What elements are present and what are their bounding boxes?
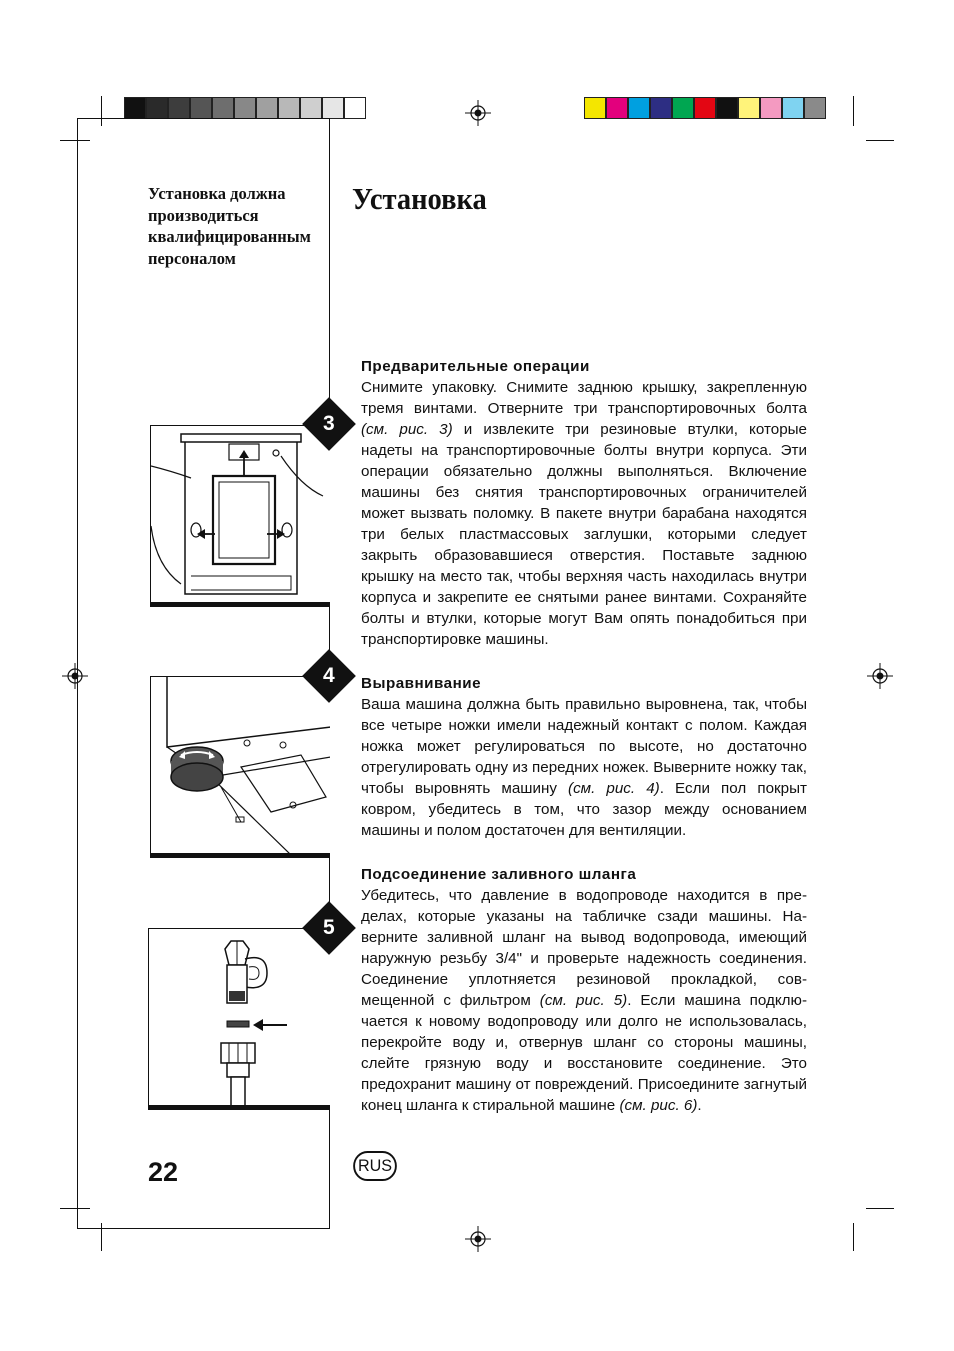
section-body: Убедитесь, что давление в водопроводе находится в пределах, которые указаны на табличке сзади машины. Наверните заливной шланг на вывод водопровода, имеющий наружную резьбу 3/4" и проверьте надежность соединения. Соединение уплотняется резиновой прокладкой, совмещенной с фильтром (см. рис. 5). Если машина подключается к новому водопроводу или долго не использовалась, перекройте воду и, отвернув шланг со стороны машины, слейте грязную воду и восстановите соединение. Это предохранит машину от повреждений. Присоедините загнутый конец шланга к стиральной машине (см. рис. 6). xyxy=(361,887,807,1114)
section-leveling xyxy=(361,673,807,841)
color-swatch xyxy=(672,97,694,119)
color-swatch xyxy=(760,97,782,119)
page-edge-line xyxy=(77,118,78,1228)
color-swatch xyxy=(584,97,606,119)
crop-mark xyxy=(853,96,854,126)
figure-number-badge: 5 xyxy=(302,901,356,955)
section-preliminary xyxy=(361,356,807,650)
page-edge-line xyxy=(77,118,330,119)
registration-mark-icon xyxy=(465,100,491,126)
crop-mark xyxy=(866,1208,894,1209)
color-swatch xyxy=(168,97,190,119)
color-swatch xyxy=(716,97,738,119)
section-body: Снимите упаковку. Снимите заднюю крышку, закрепленную тремя винтами. Отверните три транспортировочных болта (см. рис. 3) и извлеките три резиновые втулки, которые надеты на транспортировочные болты внутри корпуса. Эти операции обязательно должны выполняться. Включение машины без снятия транспортировочных ограничителей может вызвать поломку. В пакете внутри барабана находятся три белых пластмассовых заглушки, которыми следует закрыть образовавшиеся отверстия. Поставьте заднюю крышку на место так, чтобы верхняя часть находилась внутри корпуса и закрепите ее снятыми ранее винтами. Сохраняйте болты и втулки, которые могут Вам опять понадобиться при транспортировке машины. xyxy=(361,379,808,648)
color-swatch xyxy=(694,97,716,119)
sidebar-note: Установка должна производиться квалифицированным персоналом xyxy=(148,184,311,268)
figure-underline xyxy=(148,1105,330,1110)
color-calibration-bar xyxy=(584,97,826,119)
color-swatch xyxy=(278,97,300,119)
color-swatch xyxy=(234,97,256,119)
color-swatch xyxy=(146,97,168,119)
color-swatch xyxy=(124,97,146,119)
figure-3 xyxy=(150,425,330,603)
color-swatch xyxy=(300,97,322,119)
crop-mark xyxy=(60,1208,90,1209)
crop-mark xyxy=(853,1223,854,1251)
color-swatch xyxy=(606,97,628,119)
color-swatch xyxy=(212,97,234,119)
figure-number-badge: 4 xyxy=(302,649,356,703)
crop-mark xyxy=(60,140,90,141)
crop-mark xyxy=(866,140,894,141)
figure-underline xyxy=(150,602,330,607)
color-swatch xyxy=(344,97,366,119)
color-swatch xyxy=(650,97,672,119)
page-edge-line xyxy=(77,1228,330,1229)
color-swatch xyxy=(738,97,760,119)
registration-mark-icon xyxy=(867,663,893,689)
color-swatch xyxy=(256,97,278,119)
gray-calibration-bar xyxy=(124,97,366,119)
page-number: 22 xyxy=(148,1157,179,1187)
crop-mark xyxy=(101,96,102,126)
figure-number-badge: 3 xyxy=(302,397,356,451)
inlet-hose-connection-icon xyxy=(149,929,330,1106)
color-swatch xyxy=(322,97,344,119)
page-title: Установка xyxy=(352,181,487,216)
color-swatch xyxy=(782,97,804,119)
washer-foot-leveling-icon xyxy=(151,677,330,854)
section-heading: Предварительные операции xyxy=(361,358,590,375)
registration-mark-icon xyxy=(465,1226,491,1252)
section-heading: Выравнивание xyxy=(361,675,482,692)
section-body: Ваша машина должна быть правильно выровнена, так, чтобы все четыре ножки имели надежный контакт с полом. Каждая ножка может регулироваться по высоте, но достаточно отрегулировать одну из передних ножек. Выверните ножку так, чтобы выровнять машину (см. рис. 4). Если пол покрыт ковром, убедитесь в том, что зазор между основанием машины и полом достаточен для вентиляции. xyxy=(361,696,807,839)
language-badge: RUS xyxy=(353,1151,397,1181)
color-swatch xyxy=(804,97,826,119)
figure-4 xyxy=(150,676,330,854)
color-swatch xyxy=(190,97,212,119)
washer-back-transport-bolts-icon xyxy=(151,426,330,603)
figure-5 xyxy=(148,928,330,1106)
section-inlet-hose xyxy=(361,864,807,1116)
figure-underline xyxy=(150,853,330,858)
registration-mark-icon xyxy=(62,663,88,689)
section-heading: Подсоединение заливного шланга xyxy=(361,866,637,883)
color-swatch xyxy=(628,97,650,119)
